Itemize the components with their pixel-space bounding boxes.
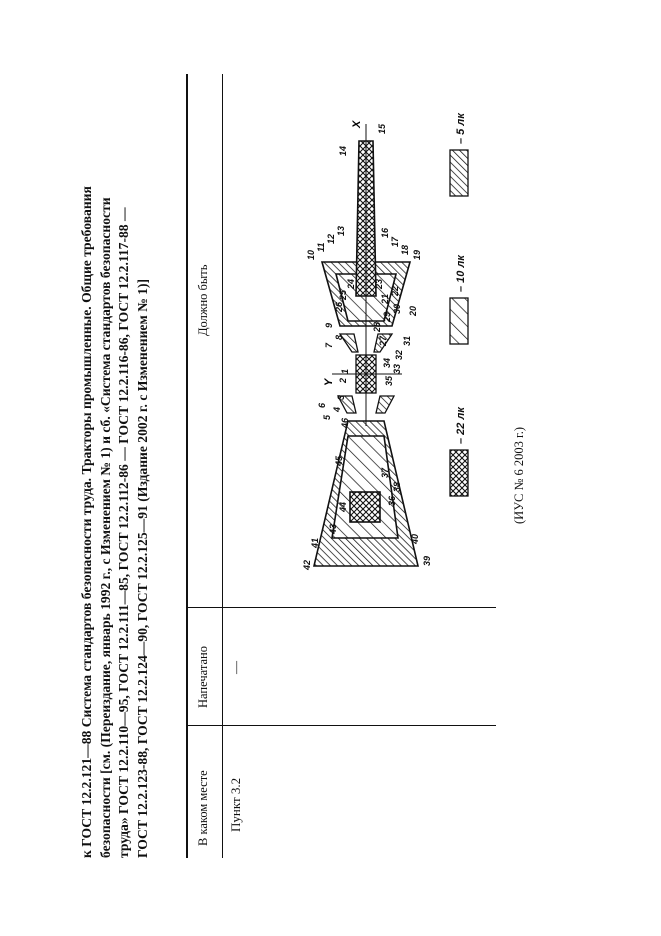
label-25: 25 [338,289,348,300]
header-line: труда» ГОСТ 12.2.110—95, ГОСТ 12.2.111—85, ГОСТ 12.2.112-86 — ГОСТ 12.2.116-86, ГОСТ 12.2.117-88 — [116,207,131,858]
label-11: 11 [316,242,326,252]
column-header-should-be: Должно быть [196,264,210,336]
rear-zone [314,421,418,566]
label-44: 44 [338,501,348,512]
label-26: 26 [334,301,344,312]
label-41: 41 [310,537,320,548]
label-37: 37 [380,467,390,478]
label-15: 15 [377,123,387,134]
label-21: 21 [380,293,390,304]
label-23: 23 [374,278,384,289]
table-column-divider-2 [186,607,496,608]
label-30: 30 [392,303,402,314]
legend [450,150,468,496]
amendment-header [78,78,152,858]
header-line: ГОСТ 12.2.123-88, ГОСТ 12.2.124—90, ГОСТ 12.2.125—91 (Издание 2002 г. с Изменением № 1)] [134,278,150,858]
label-14: 14 [338,145,348,156]
x-axis-label: X [351,120,363,128]
label-17: 17 [390,236,400,247]
table-top-rule [186,74,188,858]
legend-swatch-10lk [450,298,468,344]
label-12: 12 [326,233,336,244]
table-header-rule [222,74,223,858]
label-45: 45 [334,455,344,466]
row-printed-cell: — [228,661,243,674]
label-31: 31 [402,335,412,346]
label-28: 28 [372,321,382,332]
label-27: 27 [378,335,388,346]
label-4: 4 [332,406,342,412]
legend-swatch-22lk [450,450,468,496]
label-35: 35 [384,375,394,386]
label-3: 3 [336,394,346,400]
legend-label-10lk: – 10 лк [455,255,467,292]
label-40: 40 [410,533,420,544]
column-header-where: В каком месте [196,770,210,846]
label-13: 13 [336,225,346,236]
label-19: 19 [412,249,422,260]
label-46: 46 [340,417,350,428]
label-39: 39 [422,555,432,566]
legend-label-5lk: – 5 лк [455,113,467,144]
header-line: безопасности [см. (Переиздание, январь 1992 г., с Изменением № 1) и сб. «Система стандартов безопасности [97,197,113,858]
legend-swatch-5lk [450,150,468,196]
label-8: 8 [334,334,344,340]
label-20: 20 [408,305,418,316]
footnote: (ИУС № 6 2003 г.) [512,426,526,524]
label-24: 24 [346,278,356,289]
label-1: 1 [340,368,350,374]
row-where-cell: Пункт 3.2 [228,777,243,832]
label-42: 42 [302,559,312,570]
legend-label-22lk: – 22 лк [455,407,467,444]
label-38: 38 [392,481,402,492]
label-6: 6 [317,402,327,408]
label-22: 22 [390,285,400,296]
label-16: 16 [380,227,390,238]
label-7: 7 [324,342,334,348]
illumination-diagram [240,86,480,596]
label-33: 33 [392,363,402,374]
rear-bright-zone [350,492,380,522]
label-18: 18 [400,244,410,255]
table-column-divider-1 [186,725,496,726]
column-header-printed: Напечатано [196,646,210,708]
y-axis-label: Y [323,378,335,386]
label-2: 2 [338,377,348,383]
center-left-lower [376,396,394,413]
label-5: 5 [322,414,332,420]
label-32: 32 [394,349,404,360]
label-36: 36 [387,495,397,506]
label-29: 29 [382,311,392,322]
label-43: 43 [328,523,338,534]
header-line: к ГОСТ 12.2.121—88 Система стандартов безопасности труда. Тракторы промышленные. Общие требования [79,186,94,858]
label-9: 9 [324,322,334,328]
label-34: 34 [382,357,392,368]
label-10: 10 [306,249,316,260]
